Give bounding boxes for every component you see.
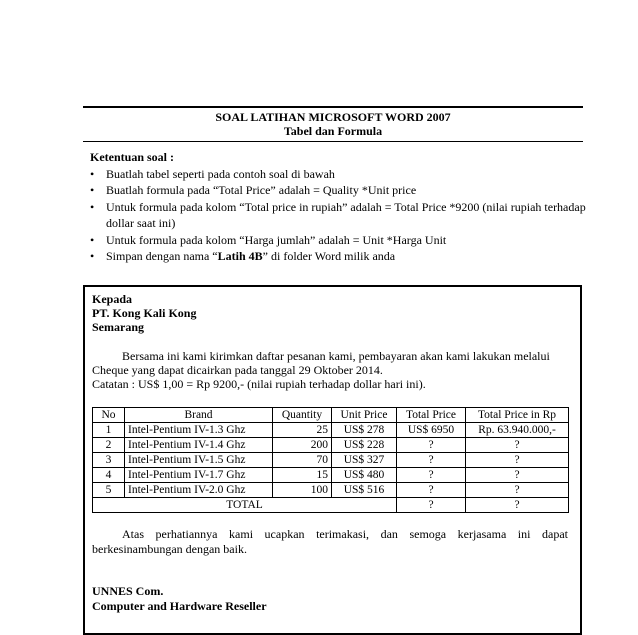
cell-no: 2 bbox=[93, 438, 125, 453]
cell-unit-price: US$ 480 bbox=[332, 468, 397, 483]
cell-total-rp: ? bbox=[466, 483, 569, 498]
bullet-icon: • bbox=[90, 183, 95, 197]
table-header-row bbox=[93, 408, 569, 423]
cell-quantity: 100 bbox=[273, 483, 332, 498]
cell-unit-price: US$ 228 bbox=[332, 438, 397, 453]
recipient-company: PT. Kong Kali Kong bbox=[92, 306, 197, 320]
total-price-cell: ? bbox=[397, 498, 466, 513]
column-header: Unit Price bbox=[332, 408, 397, 423]
cell-no: 4 bbox=[93, 468, 125, 483]
column-header: Total Price in Rp bbox=[466, 408, 569, 423]
cell-quantity: 15 bbox=[273, 468, 332, 483]
cell-total-price: ? bbox=[397, 468, 466, 483]
column-header: No bbox=[93, 408, 125, 423]
requirement-text: Untuk formula pada kolom “Total price in rupiah” adalah = Total Price *9200 (nilai rupiah terhadap dollar saat ini) bbox=[106, 199, 586, 230]
table-total-row bbox=[93, 498, 569, 513]
letter-paragraph: Bersama ini kami kirimkan daftar pesanan kami, pembayaran akan kami lakukan melalui Cheque yang dapat dicairkan pada tanggal 29 Oktober 2014. bbox=[92, 349, 550, 377]
closing-paragraph: Atas perhatiannya kami ucapkan terimakasi, dan semoga kerjasama ini dapat berkesinambungan dengan baik. bbox=[92, 527, 568, 556]
cell-unit-price: US$ 516 bbox=[332, 483, 397, 498]
cell-quantity: 70 bbox=[273, 453, 332, 468]
cell-total-rp: ? bbox=[466, 438, 569, 453]
table-row bbox=[93, 483, 569, 498]
cell-quantity: 200 bbox=[273, 438, 332, 453]
letter-box bbox=[83, 285, 582, 635]
requirement-item bbox=[90, 166, 590, 183]
requirement-text: Untuk formula pada kolom “Harga jumlah” adalah = Unit *Harga Unit bbox=[106, 232, 447, 247]
save-filename: Latih 4B bbox=[217, 249, 263, 263]
subtitle-line: Tabel dan Formula bbox=[283, 124, 383, 138]
cell-no: 3 bbox=[93, 453, 125, 468]
cell-brand: Intel-Pentium IV-1.3 Ghz bbox=[125, 423, 273, 438]
cell-brand: Intel-Pentium IV-1.4 Ghz bbox=[125, 438, 273, 453]
recipient-city: Semarang bbox=[92, 320, 144, 334]
cell-no: 5 bbox=[93, 483, 125, 498]
signature-company: UNNES Com. bbox=[92, 584, 164, 598]
column-header: Quantity bbox=[273, 408, 332, 423]
bullet-icon: • bbox=[90, 249, 95, 263]
top-rule bbox=[83, 106, 583, 108]
table-row bbox=[93, 423, 569, 438]
bullet-icon: • bbox=[90, 166, 95, 181]
cell-total-price: ? bbox=[397, 438, 466, 453]
cell-unit-price: US$ 278 bbox=[332, 423, 397, 438]
cell-brand: Intel-Pentium IV-2.0 Ghz bbox=[125, 483, 273, 498]
bullet-icon: • bbox=[90, 199, 95, 214]
requirements-heading: Ketentuan soal : bbox=[90, 150, 174, 164]
table-row bbox=[93, 453, 569, 468]
requirements-section bbox=[90, 149, 590, 265]
cell-total-rp: ? bbox=[466, 453, 569, 468]
cell-no: 1 bbox=[93, 423, 125, 438]
recipient-label: Kepada bbox=[92, 292, 133, 306]
title-rule bbox=[83, 141, 583, 142]
column-header: Brand bbox=[125, 408, 273, 423]
title-line: SOAL LATIHAN MICROSOFT WORD 2007 bbox=[215, 110, 451, 124]
document-title bbox=[83, 110, 583, 138]
cell-total-price: US$ 6950 bbox=[397, 423, 466, 438]
save-suffix: ” di folder Word milik anda bbox=[262, 249, 396, 263]
requirement-text: Buatlah tabel seperti pada contoh soal di bawah bbox=[106, 166, 335, 181]
cell-brand: Intel-Pentium IV-1.5 Ghz bbox=[125, 453, 273, 468]
requirement-item bbox=[90, 199, 590, 232]
requirement-item bbox=[90, 182, 590, 199]
requirement-item bbox=[90, 232, 590, 249]
requirement-item bbox=[90, 248, 590, 265]
cell-quantity: 25 bbox=[273, 423, 332, 438]
cell-brand: Intel-Pentium IV-1.7 Ghz bbox=[125, 468, 273, 483]
cell-total-price: ? bbox=[397, 483, 466, 498]
bullet-icon: • bbox=[90, 232, 95, 247]
cell-total-rp: ? bbox=[466, 468, 569, 483]
table-row bbox=[93, 468, 569, 483]
cell-unit-price: US$ 327 bbox=[332, 453, 397, 468]
signature-tagline: Computer and Hardware Reseller bbox=[92, 599, 267, 613]
exchange-rate-note: Catatan : US$ 1,00 = Rp 9200,- (nilai rupiah terhadap dollar hari ini). bbox=[92, 377, 426, 391]
order-table bbox=[92, 407, 569, 513]
save-prefix: Simpan dengan nama “ bbox=[106, 249, 218, 263]
cell-total-rp: Rp. 63.940.000,- bbox=[466, 423, 569, 438]
column-header: Total Price bbox=[397, 408, 466, 423]
table-row bbox=[93, 438, 569, 453]
requirements-list bbox=[90, 166, 590, 265]
total-rp-cell: ? bbox=[466, 498, 569, 513]
total-label: TOTAL bbox=[93, 498, 397, 513]
cell-total-price: ? bbox=[397, 453, 466, 468]
requirement-text: Buatlah formula pada “Total Price” adalah = Quality *Unit price bbox=[106, 183, 417, 197]
